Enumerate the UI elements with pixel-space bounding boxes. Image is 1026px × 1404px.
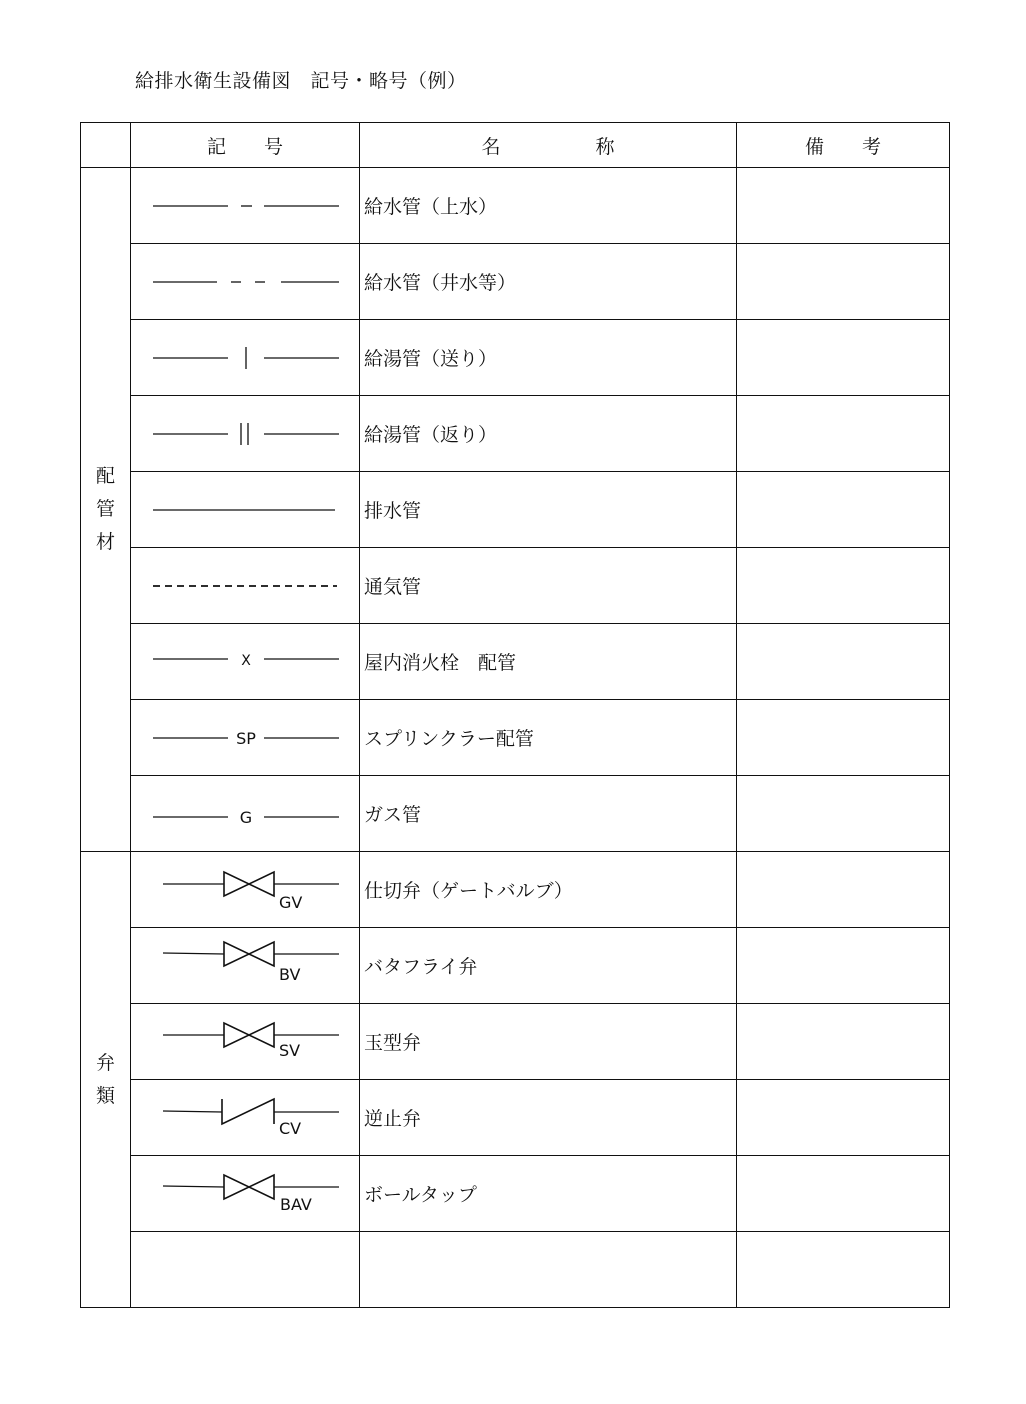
- category-char: 配: [95, 465, 115, 487]
- table-row: [81, 168, 950, 244]
- symbol-cell: [131, 928, 360, 1004]
- table-row: [81, 396, 950, 472]
- table-row: [81, 472, 950, 548]
- table-row: [81, 928, 950, 1004]
- remarks-cell: [737, 776, 950, 852]
- row-name: [360, 1232, 737, 1308]
- header-category-blank: [81, 123, 131, 168]
- row-name: 通気管: [360, 548, 737, 624]
- fire-hydrant-pipe-symbol: [131, 642, 360, 682]
- row-name: 給水管（上水）: [360, 168, 737, 244]
- table-row: [81, 548, 950, 624]
- symbol-cell: [131, 776, 360, 852]
- header-name: 名 称: [360, 123, 737, 168]
- symbol-label: G: [239, 807, 253, 827]
- remarks-cell: [737, 244, 950, 320]
- remarks-cell: [737, 548, 950, 624]
- remarks-cell: [737, 1156, 950, 1232]
- hot-water-supply-pipe-symbol: [131, 338, 360, 378]
- water-supply-pipe-symbol: [131, 186, 360, 226]
- table-row: [81, 1004, 950, 1080]
- row-name: 玉型弁: [360, 1004, 737, 1080]
- row-name: 給湯管（返り）: [360, 396, 737, 472]
- table-row: [81, 320, 950, 396]
- symbol-label: BV: [279, 964, 301, 984]
- row-name: 屋内消火栓 配管: [360, 624, 737, 700]
- category-char: 類: [95, 1084, 115, 1107]
- symbol-cell: [131, 624, 360, 700]
- globe-valve-symbol: [131, 1012, 360, 1072]
- row-name: 排水管: [360, 472, 737, 548]
- remarks-cell: [737, 320, 950, 396]
- row-name: 給湯管（送り）: [360, 320, 737, 396]
- vent-pipe-symbol: [131, 566, 360, 606]
- symbol-cell: [131, 700, 360, 776]
- hot-water-return-pipe-symbol: [131, 414, 360, 454]
- table-row: [81, 244, 950, 320]
- remarks-cell: [737, 1004, 950, 1080]
- symbol-cell: [131, 244, 360, 320]
- symbol-label: BAV: [280, 1194, 312, 1214]
- remarks-cell: [737, 852, 950, 928]
- row-name: ガス管: [360, 776, 737, 852]
- remarks-cell: [737, 472, 950, 548]
- butterfly-valve-symbol: [131, 936, 360, 996]
- remarks-cell: [737, 928, 950, 1004]
- symbol-legend-table: [80, 122, 950, 1308]
- symbol-cell: [131, 168, 360, 244]
- symbol-cell: [131, 320, 360, 396]
- well-water-pipe-symbol: [131, 262, 360, 302]
- ball-tap-symbol: [131, 1164, 360, 1224]
- gas-pipe-symbol: [131, 794, 360, 834]
- symbol-cell: [131, 1080, 360, 1156]
- category-char: 弁: [95, 1051, 115, 1074]
- sprinkler-pipe-symbol: [131, 718, 360, 758]
- gate-valve-symbol: [131, 860, 360, 920]
- symbol-label: SP: [236, 728, 256, 748]
- table-header-row: [81, 123, 950, 168]
- remarks-cell: [737, 1080, 950, 1156]
- symbol-label: CV: [279, 1118, 302, 1138]
- symbol-cell: [131, 1004, 360, 1080]
- symbol-cell: [131, 1232, 360, 1308]
- row-name: 給水管（井水等）: [360, 244, 737, 320]
- symbol-cell: [131, 396, 360, 472]
- symbol-cell: [131, 548, 360, 624]
- table-row: [81, 776, 950, 852]
- drain-pipe-symbol: [131, 490, 360, 530]
- check-valve-symbol: [131, 1088, 360, 1148]
- document-title: 給排水衛生設備図 記号・略号（例）: [135, 70, 467, 92]
- symbol-label: GV: [279, 892, 303, 912]
- row-name: 逆止弁: [360, 1080, 737, 1156]
- remarks-cell: [737, 700, 950, 776]
- table-row: [81, 1156, 950, 1232]
- remarks-cell: [737, 1232, 950, 1308]
- remarks-cell: [737, 624, 950, 700]
- row-name: ボールタップ: [360, 1156, 737, 1232]
- symbol-cell: [131, 852, 360, 928]
- table-row: [81, 700, 950, 776]
- category-valves: [81, 852, 131, 1308]
- table-row: [81, 852, 950, 928]
- category-piping: [81, 168, 131, 852]
- symbol-cell: [131, 472, 360, 548]
- remarks-cell: [737, 396, 950, 472]
- category-char: 材: [95, 531, 115, 553]
- symbol-label: X: [241, 652, 251, 669]
- header-remarks: 備 考: [737, 123, 950, 168]
- symbol-label: SV: [279, 1040, 301, 1060]
- row-name: スプリンクラー配管: [360, 700, 737, 776]
- row-name: 仕切弁（ゲートバルブ）: [360, 852, 737, 928]
- remarks-cell: [737, 168, 950, 244]
- header-symbol: 記 号: [131, 123, 360, 168]
- row-name: バタフライ弁: [360, 928, 737, 1004]
- table-row: [81, 1232, 950, 1308]
- category-char: 管: [95, 498, 115, 520]
- table-row: [81, 1080, 950, 1156]
- symbol-cell: [131, 1156, 360, 1232]
- table-row: [81, 624, 950, 700]
